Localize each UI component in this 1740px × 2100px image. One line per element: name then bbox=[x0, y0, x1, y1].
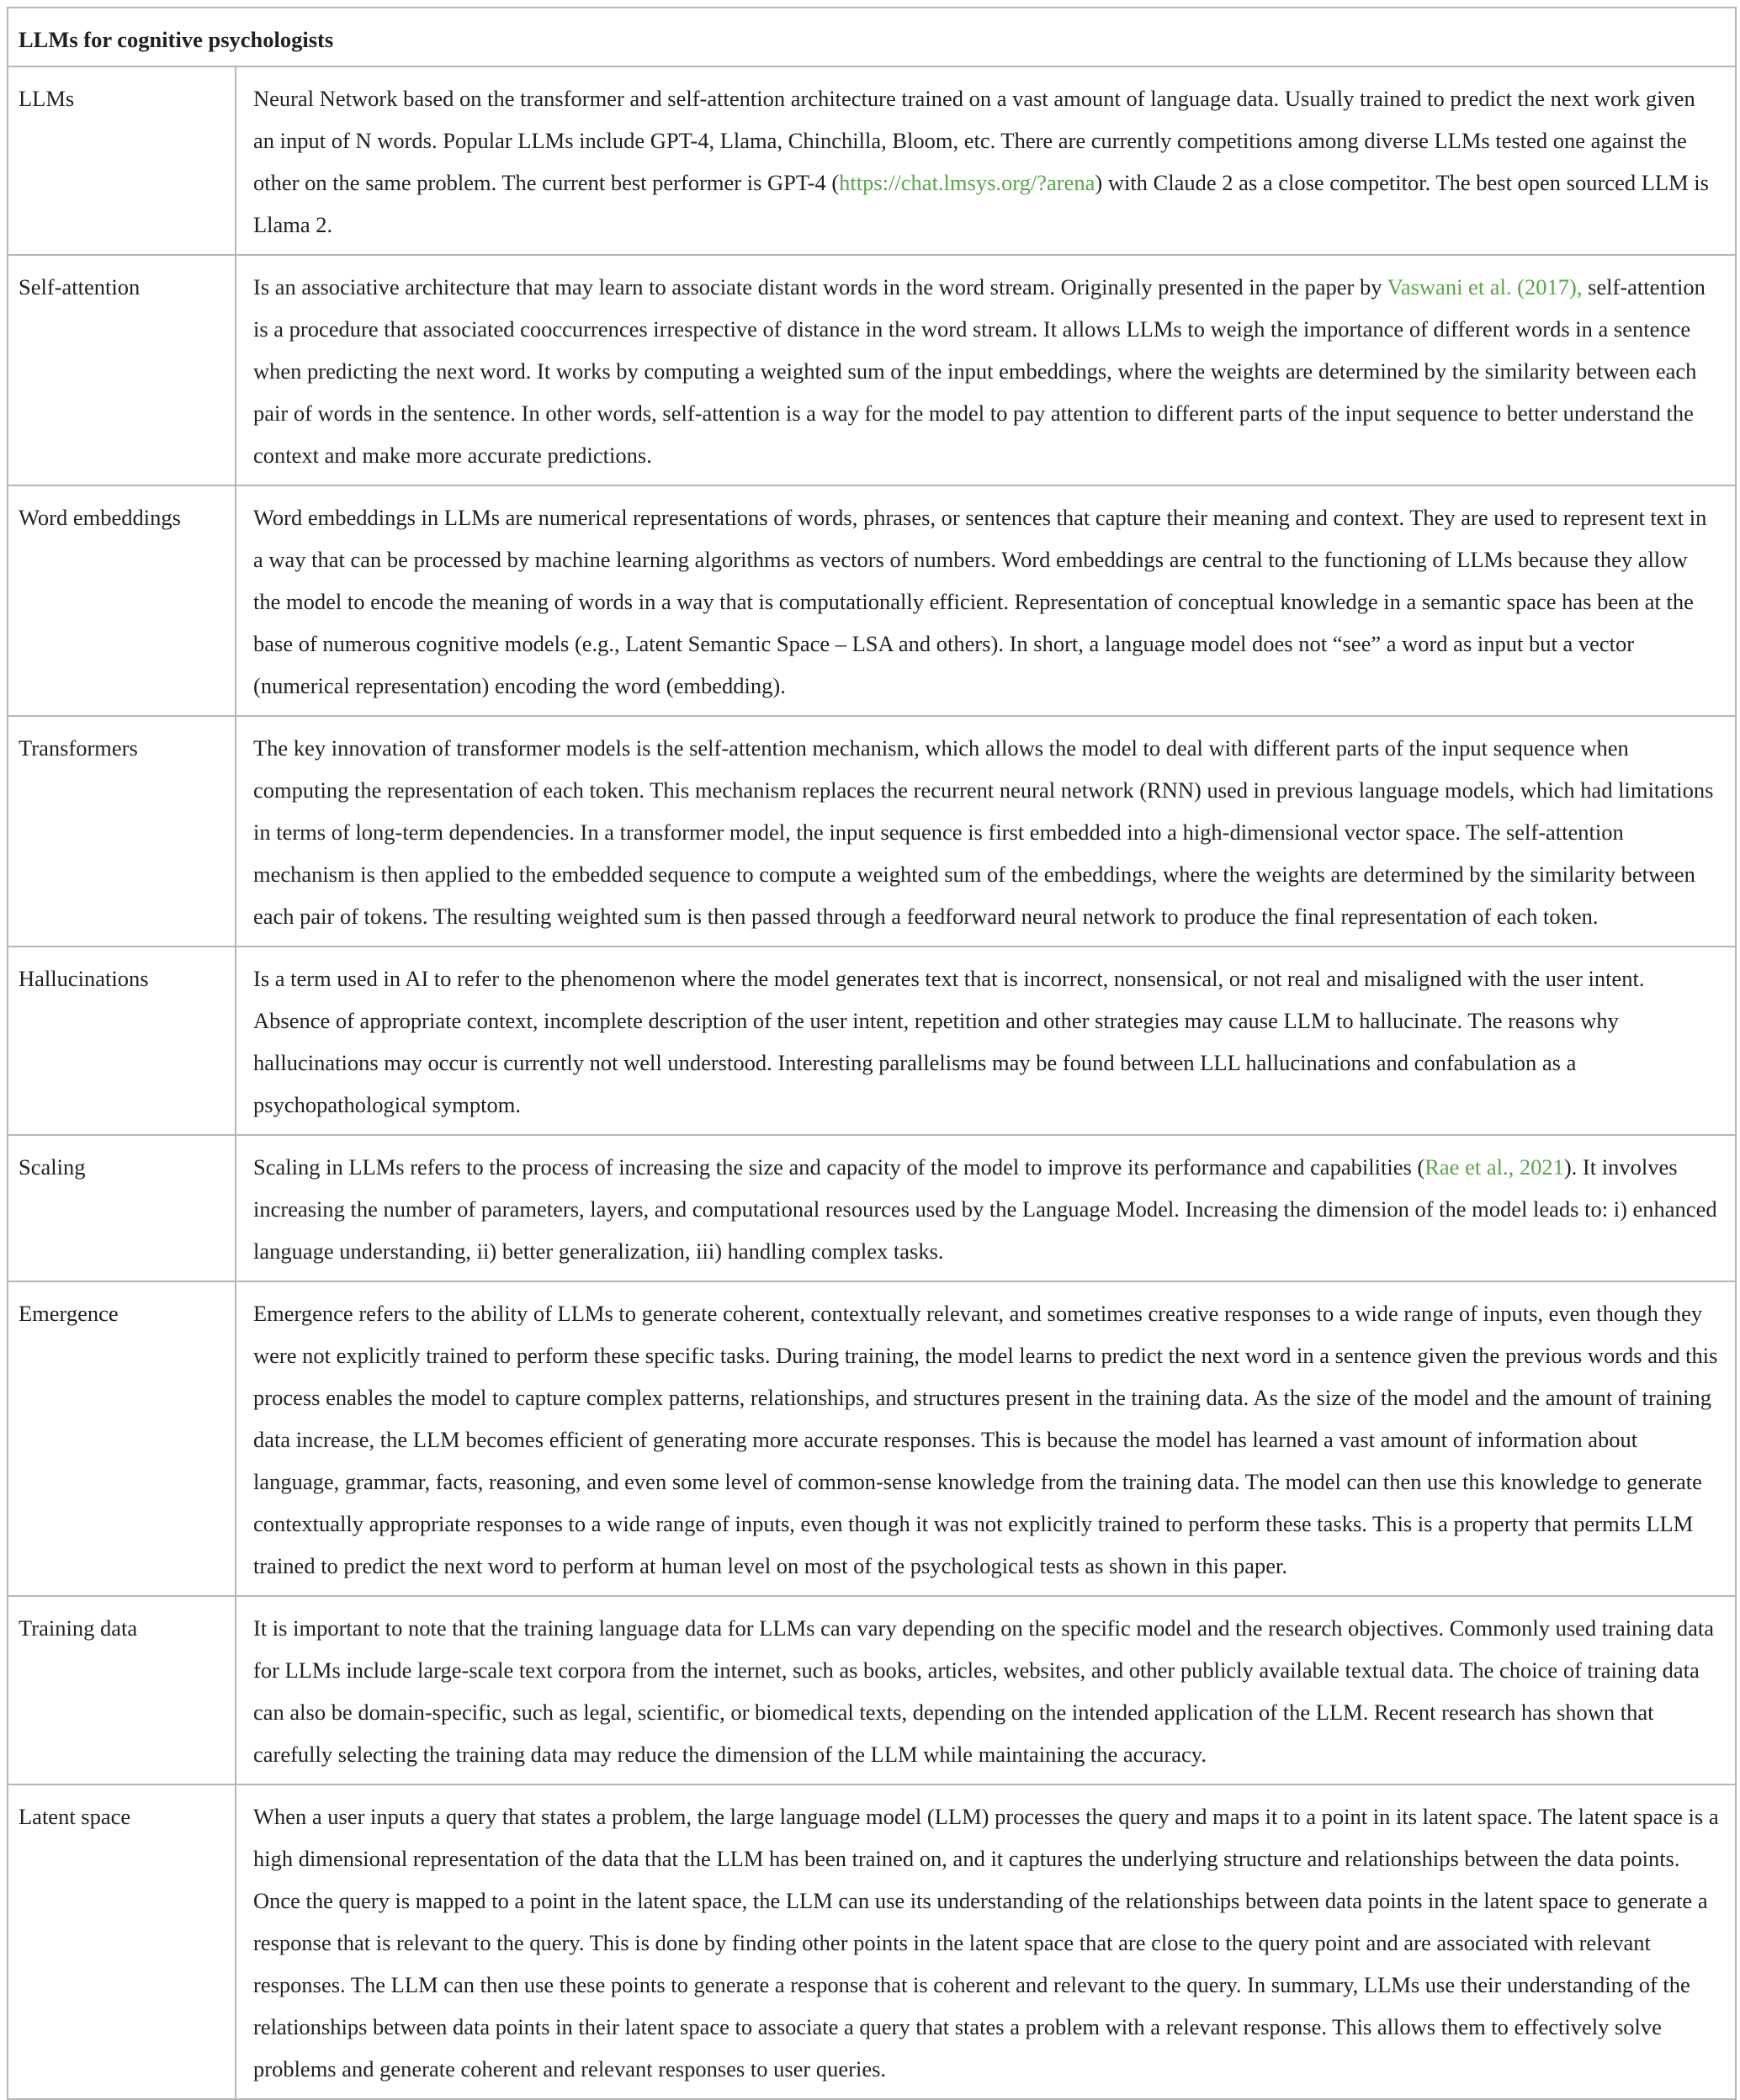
definition-llms bbox=[236, 66, 1736, 255]
term-llms: LLMs bbox=[8, 66, 236, 255]
definition-text: Is an associative architecture that may learn to associate distant words in the word stream. Originally presented in the paper by bbox=[253, 274, 1387, 300]
glossary-table-container bbox=[7, 7, 1737, 2100]
term-emergence: Emergence bbox=[8, 1281, 236, 1596]
definition-text: ) with Claude 2 as a close competitor. The best open sourced LLM is Llama 2. bbox=[253, 170, 1709, 237]
citation-link-rae[interactable]: Rae et al., 2021 bbox=[1424, 1154, 1564, 1180]
definition-scaling bbox=[236, 1135, 1736, 1281]
table-row bbox=[8, 1596, 1736, 1784]
term-hallucinations: Hallucinations bbox=[8, 947, 236, 1135]
definition-latent-space: When a user inputs a query that states a problem, the large language model (LLM) processes the query and maps it to a point in its latent space. The latent space is a high dimensional representation of the data that the LLM has been trained on, and it captures the underlying structure and relationships between the data points. Once the query is mapped to a point in the latent space, the LLM can use its understanding of the relationships between data points in the latent space to generate a response that is relevant to the query. This is done by finding other points in the latent space that are close to the query point and are associated with relevant responses. The LLM can then use these points to generate a response that is coherent and relevant to the query. In summary, LLMs use their understanding of the relationships between data points in their latent space to associate a query that states a problem with a relevant response. This allows them to effectively solve problems and generate coherent and relevant responses to user queries. bbox=[236, 1784, 1736, 2099]
term-latent-space: Latent space bbox=[8, 1784, 236, 2099]
term-scaling: Scaling bbox=[8, 1135, 236, 1281]
definition-hallucinations: Is a term used in AI to refer to the phenomenon where the model generates text that is incorrect, nonsensical, or not real and misaligned with the user intent. Absence of appropriate context, incomplete description of the user intent, repetition and other strategies may cause LLM to hallucinate. The reasons why hallucinations may occur is currently not well understood. Interesting parallelisms may be found between LLL hallucinations and confabulation as a psychopathological symptom. bbox=[236, 947, 1736, 1135]
table-row bbox=[8, 947, 1736, 1135]
table-row bbox=[8, 66, 1736, 255]
table-row bbox=[8, 485, 1736, 716]
table-title: LLMs for cognitive psychologists bbox=[8, 8, 1736, 66]
table-row bbox=[8, 1281, 1736, 1596]
definition-self-attention bbox=[236, 255, 1736, 485]
citation-link-vaswani[interactable]: Vaswani et al. (2017), bbox=[1387, 274, 1583, 300]
term-self-attention: Self-attention bbox=[8, 255, 236, 485]
definition-text: Neural Network based on the transformer and self-attention architecture trained on a vast amount of language data. Usually trained to predict the next work given an input of N words. Popular LLMs include GPT-4, Llama, Chinchilla, Bloom, etc. There are currently competitions among diverse LLMs tested one against the other on the same problem. The current best performer is GPT-4 ( bbox=[253, 86, 1695, 195]
table-title-row bbox=[8, 8, 1736, 66]
table-row bbox=[8, 716, 1736, 947]
table-row bbox=[8, 1135, 1736, 1281]
definition-word-embeddings: Word embeddings in LLMs are numerical representations of words, phrases, or sentences that capture their meaning and context. They are used to represent text in a way that can be processed by machine learning algorithms as vectors of numbers. Word embeddings are central to the functioning of LLMs because they allow the model to encode the meaning of words in a way that is computationally efficient. Representation of conceptual knowledge in a semantic space has been at the base of numerous cognitive models (e.g., Latent Semantic Space – LSA and others). In short, a language model does not “see” a word as input but a vector (numerical representation) encoding the word (embedding). bbox=[236, 485, 1736, 716]
term-word-embeddings: Word embeddings bbox=[8, 485, 236, 716]
glossary-table bbox=[7, 7, 1737, 2100]
definition-training-data: It is important to note that the training language data for LLMs can vary depending on the specific model and the research objectives. Commonly used training data for LLMs include large-scale text corpora from the internet, such as books, articles, websites, and other publicly available textual data. The choice of training data can also be domain-specific, such as legal, scientific, or biomedical texts, depending on the intended application of the LLM. Recent research has shown that carefully selecting the training data may reduce the dimension of the LLM while maintaining the accuracy. bbox=[236, 1596, 1736, 1784]
definition-text: Scaling in LLMs refers to the process of increasing the size and capacity of the model to improve its performance and capabilities ( bbox=[253, 1154, 1425, 1180]
definition-emergence: Emergence refers to the ability of LLMs to generate coherent, contextually relevant, and sometimes creative responses to a wide range of inputs, even though they were not explicitly trained to perform these specific tasks. During training, the model learns to predict the next word in a sentence given the previous words and this process enables the model to capture complex patterns, relationships, and structures present in the training data. As the size of the model and the amount of training data increase, the LLM becomes efficient of generating more accurate responses. This is because the model has learned a vast amount of information about language, grammar, facts, reasoning, and even some level of common-sense knowledge from the training data. The model can then use this knowledge to generate contextually appropriate responses to a wide range of inputs, even though it was not explicitly trained to perform these tasks. This is a property that permits LLM trained to predict the next word to perform at human level on most of the psychological tests as shown in this paper. bbox=[236, 1281, 1736, 1596]
term-training-data: Training data bbox=[8, 1596, 236, 1784]
table-row bbox=[8, 1784, 1736, 2099]
term-transformers: Transformers bbox=[8, 716, 236, 947]
arena-link[interactable]: https://chat.lmsys.org/?arena bbox=[839, 170, 1095, 195]
definition-text: ). It involves increasing the number of parameters, layers, and computational resources used by the Language Model. Increasing the dimension of the model leads to: i) enhanced language understanding, ii) better generalization, iii) handling complex tasks. bbox=[253, 1154, 1717, 1264]
definition-text: self-attention is a procedure that associated cooccurrences irrespective of distance in the word stream. It allows LLMs to weigh the importance of different words in a sentence when predicting the next word. It works by computing a weighted sum of the input embeddings, where the weights are determined by the similarity between each pair of words in the sentence. In other words, self-attention is a way for the model to pay attention to different parts of the input sequence to better understand the context and make more accurate predictions. bbox=[253, 274, 1706, 468]
definition-transformers: The key innovation of transformer models is the self-attention mechanism, which allows the model to deal with different parts of the input sequence when computing the representation of each token. This mechanism replaces the recurrent neural network (RNN) used in previous language models, which had limitations in terms of long-term dependencies. In a transformer model, the input sequence is first embedded into a high-dimensional vector space. The self-attention mechanism is then applied to the embedded sequence to compute a weighted sum of the embeddings, where the weights are determined by the similarity between each pair of tokens. The resulting weighted sum is then passed through a feedforward neural network to produce the final representation of each token. bbox=[236, 716, 1736, 947]
table-row bbox=[8, 255, 1736, 485]
